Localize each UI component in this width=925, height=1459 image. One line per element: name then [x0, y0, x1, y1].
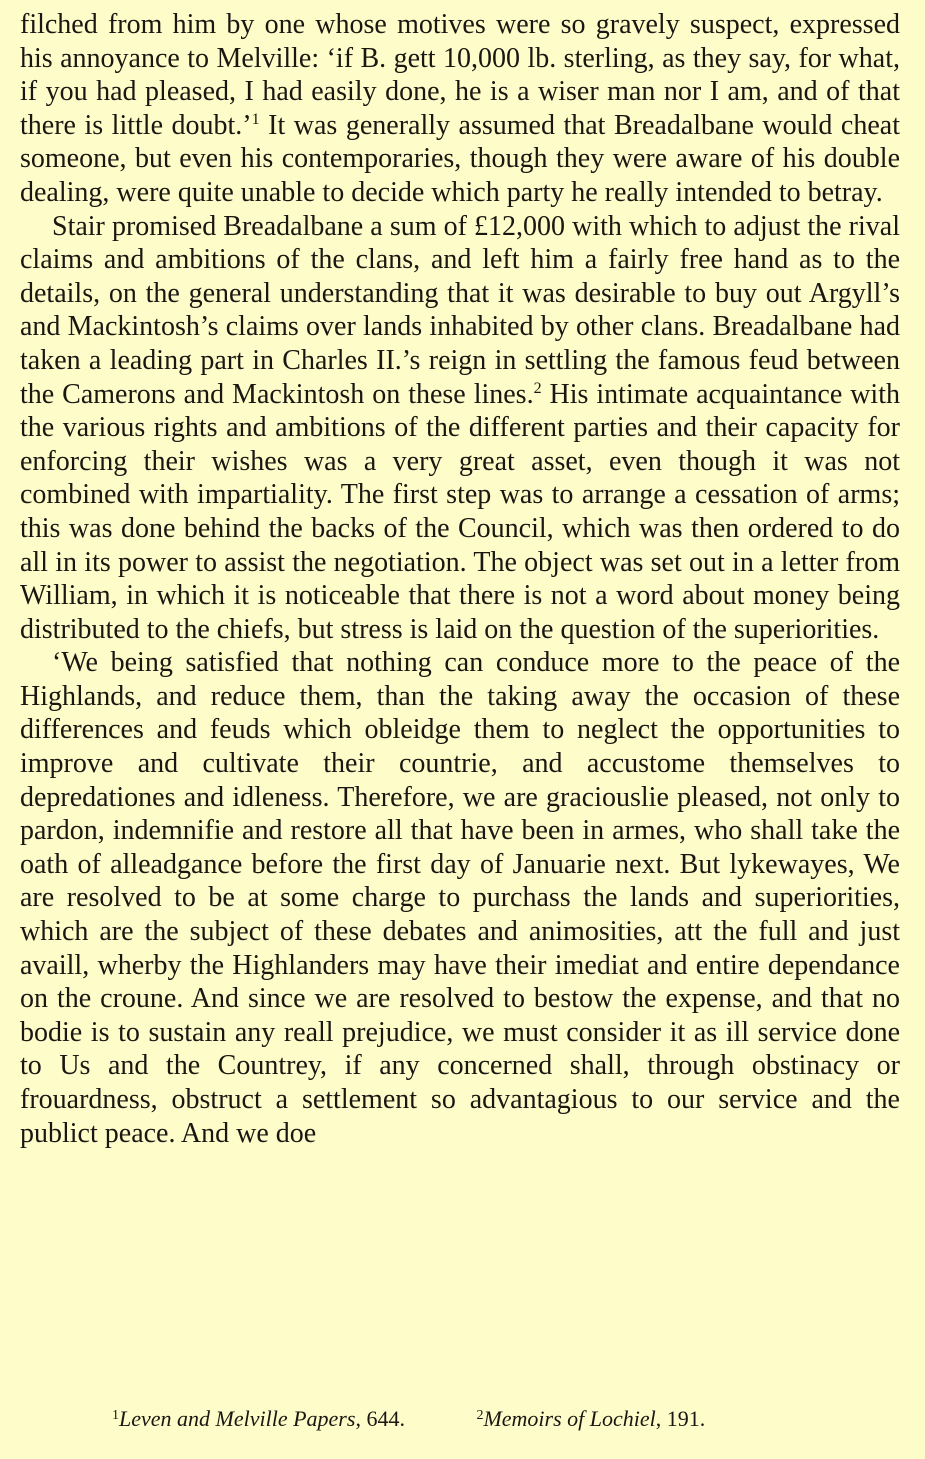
footnote-2-page: , 191.: [655, 1406, 706, 1431]
footnote-2-number: 2: [476, 1408, 484, 1423]
footnote-1-number: 1: [112, 1408, 119, 1423]
footnote-1-source: Leven and Melville Papers: [119, 1406, 356, 1431]
footnotes: [20, 1402, 900, 1433]
footnote-2-source: Memoirs of Lochiel: [483, 1406, 656, 1431]
paragraph-1-text: filched from him by one whose motives were so gravely suspect, expressed his annoyance to Melville: ‘if B. gett 10,000 lb. sterling, as they say, for what, if you had pleased, I had easily done, he is a wiser man nor I am, and of that there is little doubt.’: [20, 9, 900, 141]
paragraph-2-text: Stair promised Breadalbane a sum of £12,000 with which to adjust the rival claims and ambitions of the clans, and left him a fairly free hand as to the details, on the general understanding that it was desirable to buy out Argyll’s and Mackintosh’s claims over lands inhabited by other clans. Breadalbane had taken a leading part in Charles II.’s reign in settling the famous feud between the Camerons and Mackintosh on these lines.: [20, 210, 900, 410]
paragraph-3-quotation: [20, 646, 900, 1150]
footnote-1: [112, 1402, 405, 1433]
paragraph-2: [20, 210, 900, 647]
footnote-2: [476, 1402, 705, 1433]
footnote-ref-1: 1: [251, 110, 260, 128]
footnote-1-page: , 644.: [355, 1406, 405, 1431]
paragraph-3-text: ‘We being satisfied that nothing can conduce more to the peace of the Highlands, and reduce them, than the taking away the occasion of these differences and feuds which obleidge them to neglect the opportunities to improve and cultivate their countrie, and accustome themselves to depredationes and idleness. Therefore, we are graciouslie pleased, not only to pardon, indemnifie and restore all that have been in armes, who shall take the oath of alleadgance before the first day of Januarie next. But lykewayes, We are resolved to be at some charge to purchass the lands and superiorities, which are the subject of these debates and animosities, att the full and just availl, wherby the Highlanders may have their imediat and entire dependance on the croune. And since we are resolved to bestow the expense, and that no bodie is to sustain any reall prejudice, we must consider it as ill service done to Us and the Countrey, if any concerned shall, through obstinacy or frouardness, obstruct a settlement so advantagious to our service and the publict peace. And we doe: [20, 647, 900, 1149]
page-body: [20, 8, 900, 1150]
paragraph-1-text-after: It was generally assumed that Breadalbane would cheat someone, but even his contemporaries, though they were aware of his double dealing, were quite unable to decide which party he really intended to betray.: [20, 109, 900, 208]
paragraph-1: [20, 8, 900, 210]
paragraph-2-text-after: His intimate acquaintance with the various rights and ambitions of the different parties and their capacity for enforcing their wishes was a very great asset, even though it was not combined with impartiality. The first step was to arrange a cessation of arms; this was done behind the backs of the Council, which was then ordered to do all in its power to assist the negotiation. The object was set out in a letter from William, in which it is noticeable that there is not a word about money being distributed to the chiefs, but stress is laid on the question of the superiorities.: [20, 378, 900, 645]
footnote-ref-2: 2: [533, 379, 542, 397]
